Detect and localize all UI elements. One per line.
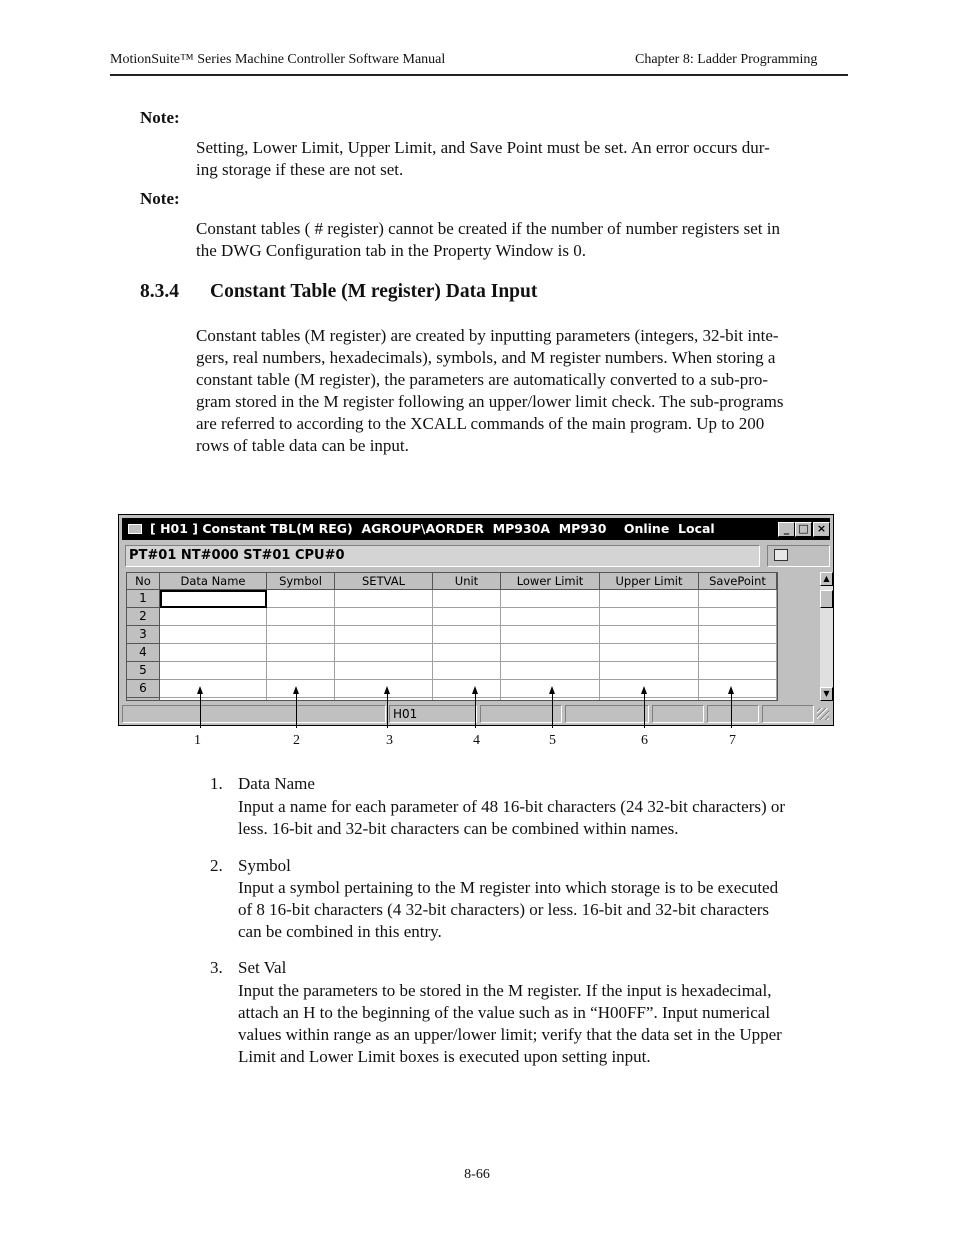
- table-cell[interactable]: [433, 698, 501, 701]
- item-line: can be combined in this entry.: [238, 922, 442, 941]
- callout-number: 4: [473, 733, 480, 748]
- item-line: less. 16-bit and 32-bit characters can be combined within names.: [238, 819, 679, 838]
- row-header[interactable]: 5: [127, 662, 160, 680]
- table-cell[interactable]: [335, 590, 433, 608]
- item-number: 3.: [210, 958, 223, 977]
- callout-arrowhead-icon: [549, 686, 555, 694]
- item-description: [238, 877, 848, 943]
- status-bar: [122, 705, 812, 723]
- intro-line: gers, real numbers, hexadecimals), symbols, and M register numbers. When storing a: [196, 348, 776, 367]
- table-cell[interactable]: [335, 698, 433, 701]
- table-cell[interactable]: [501, 608, 600, 626]
- grid-empty-area: [778, 572, 820, 701]
- table-cell[interactable]: [160, 608, 267, 626]
- column-header-unit[interactable]: Unit: [433, 573, 501, 590]
- table-cell[interactable]: [160, 626, 267, 644]
- scroll-up-button[interactable]: ▲: [820, 572, 833, 586]
- callout-number: 7: [729, 733, 736, 748]
- item-description: [238, 796, 848, 840]
- intro-line: are referred to according to the XCALL commands of the main program. Up to 200: [196, 414, 765, 433]
- table-cell[interactable]: [501, 662, 600, 680]
- item-line: Input a name for each parameter of 48 16-bit characters (24 32-bit characters) or: [238, 797, 786, 816]
- status-panel: [122, 705, 386, 723]
- vertical-scrollbar[interactable]: [820, 572, 833, 701]
- table-cell[interactable]: [160, 662, 267, 680]
- section-heading: [140, 281, 537, 303]
- item-line: values within range as an upper/lower limit; verify that the data set in the Upper: [238, 1025, 782, 1044]
- item-line: Input a symbol pertaining to the M register into which storage is to be executed: [238, 878, 779, 897]
- table-cell[interactable]: [267, 644, 335, 662]
- callout-arrowhead-icon: [472, 686, 478, 694]
- column-header-no[interactable]: No: [127, 573, 160, 590]
- intro-line: constant table (M register), the parameters are automatically converted to a sub-pro-: [196, 370, 769, 389]
- table-cell[interactable]: [501, 698, 600, 701]
- note-line: Setting, Lower Limit, Upper Limit, and Save Point must be set. An error occurs dur-: [196, 138, 770, 157]
- callout-arrow-line: [296, 692, 297, 728]
- table-cell[interactable]: [600, 626, 699, 644]
- table-cell[interactable]: [699, 662, 777, 680]
- note-text: [196, 218, 846, 262]
- minimize-button[interactable]: _: [778, 522, 795, 537]
- callout-arrow-line: [387, 692, 388, 728]
- item-description: [238, 980, 848, 1068]
- table-cell[interactable]: [433, 644, 501, 662]
- callout-arrow-line: [731, 692, 732, 728]
- status-panel: [565, 705, 649, 723]
- status-panel: [652, 705, 704, 723]
- note-label: Note:: [140, 108, 180, 127]
- callout-number: 3: [386, 733, 393, 748]
- note-text: [196, 137, 846, 181]
- table-cell[interactable]: [433, 590, 501, 608]
- table-cell[interactable]: [433, 662, 501, 680]
- status-panel: [707, 705, 759, 723]
- scroll-down-button[interactable]: ▼: [820, 687, 833, 701]
- callout-arrowhead-icon: [728, 686, 734, 694]
- table-cell[interactable]: [699, 680, 777, 698]
- callout-arrow-line: [552, 692, 553, 728]
- running-header-chapter: Chapter 8: Ladder Programming: [635, 52, 818, 67]
- section-number: 8.3.4: [140, 281, 179, 302]
- table-cell[interactable]: [600, 608, 699, 626]
- close-button[interactable]: ×: [813, 522, 830, 537]
- item-line: attach an H to the beginning of the value such as in “H00FF”. Input numerical: [238, 1003, 771, 1022]
- callout-number: 2: [293, 733, 300, 748]
- maximize-button[interactable]: □: [795, 522, 812, 537]
- table-cell[interactable]: [699, 698, 777, 701]
- table-cell[interactable]: [267, 590, 335, 608]
- table-cell[interactable]: [600, 698, 699, 701]
- column-header-symbol[interactable]: Symbol: [267, 573, 335, 590]
- table-cell[interactable]: [335, 626, 433, 644]
- item-line: of 8 16-bit characters (4 32-bit characters) or less. 16-bit and 32-bit characters: [238, 900, 770, 919]
- page-number: 8-66: [464, 1167, 490, 1182]
- table-cell[interactable]: [600, 680, 699, 698]
- item-line: Input the parameters to be stored in the M register. If the input is hexadecimal,: [238, 981, 772, 1000]
- item-number: 1.: [210, 774, 223, 793]
- status-panel: [762, 705, 814, 723]
- item-title: Set Val: [238, 958, 287, 977]
- table-cell[interactable]: [699, 626, 777, 644]
- row-header[interactable]: 4: [127, 644, 160, 662]
- table-cell[interactable]: [699, 590, 777, 608]
- column-header-lower-limit[interactable]: Lower Limit: [501, 573, 600, 590]
- callout-arrowhead-icon: [293, 686, 299, 694]
- table-cell[interactable]: [267, 698, 335, 701]
- table-cell[interactable]: [699, 644, 777, 662]
- row-header[interactable]: 1: [127, 590, 160, 608]
- controller-info-bar: PT#01 NT#000 ST#01 CPU#0: [125, 545, 760, 567]
- status-panel-module: H01: [389, 705, 477, 723]
- system-menu-icon[interactable]: [128, 524, 142, 534]
- table-cell[interactable]: [267, 626, 335, 644]
- row-header[interactable]: 2: [127, 608, 160, 626]
- active-cell[interactable]: [160, 590, 267, 608]
- callout-arrow-line: [200, 692, 201, 728]
- callout-arrow-line: [644, 692, 645, 728]
- note-line: ing storage if these are not set.: [196, 160, 404, 179]
- callout-arrowhead-icon: [384, 686, 390, 694]
- intro-line: Constant tables (M register) are created by inputting parameters (integers, 32-bit inte-: [196, 326, 779, 345]
- table-cell[interactable]: [335, 644, 433, 662]
- item-line: Limit and Lower Limit boxes is executed upon setting input.: [238, 1047, 651, 1066]
- intro-line: gram stored in the M register following an upper/lower limit check. The sub-programs: [196, 392, 784, 411]
- table-cell[interactable]: [267, 662, 335, 680]
- status-panel: [480, 705, 562, 723]
- constant-table-grid[interactable]: [126, 572, 778, 701]
- scroll-thumb[interactable]: [820, 590, 833, 608]
- callout-number: 5: [549, 733, 556, 748]
- header-rule: [110, 74, 848, 76]
- note-label: Note:: [140, 189, 180, 208]
- row-header[interactable]: 6: [127, 680, 160, 698]
- table-cell[interactable]: [160, 644, 267, 662]
- intro-line: rows of table data can be input.: [196, 436, 409, 455]
- callout-number: 1: [194, 733, 201, 748]
- table-cell[interactable]: [267, 680, 335, 698]
- column-header-data-name[interactable]: Data Name: [160, 573, 267, 590]
- running-header-title: MotionSuite™ Series Machine Controller Software Manual: [110, 52, 446, 67]
- table-cell[interactable]: [501, 590, 600, 608]
- note-line: Constant tables ( # register) cannot be created if the number of number registers set in: [196, 219, 780, 238]
- resize-grip-icon[interactable]: [817, 708, 829, 720]
- info-icon-panel: [767, 545, 830, 567]
- constant-table-window: [118, 514, 834, 726]
- callout-number: 6: [641, 733, 648, 748]
- table-cell[interactable]: [600, 590, 699, 608]
- table-cell[interactable]: [699, 608, 777, 626]
- item-title: Data Name: [238, 774, 315, 793]
- row-header[interactable]: 3: [127, 626, 160, 644]
- monitor-icon[interactable]: [774, 549, 788, 561]
- table-cell[interactable]: [433, 680, 501, 698]
- table-cell[interactable]: [501, 626, 600, 644]
- note-line: the DWG Configuration tab in the Property Window is 0.: [196, 241, 586, 260]
- table-cell[interactable]: [160, 680, 267, 698]
- table-cell[interactable]: [335, 608, 433, 626]
- table-cell[interactable]: [600, 662, 699, 680]
- window-title: [ H01 ] Constant TBL(M REG) AGROUP\AORDER MP930A MP930 Online Local: [150, 521, 715, 536]
- table-cell[interactable]: [160, 698, 267, 701]
- table-cell[interactable]: [433, 626, 501, 644]
- table-cell[interactable]: [433, 608, 501, 626]
- callout-arrow-line: [475, 692, 476, 728]
- table-cell[interactable]: [267, 608, 335, 626]
- window-title-bar[interactable]: [122, 518, 830, 540]
- table-cell[interactable]: [600, 644, 699, 662]
- item-title: Symbol: [238, 856, 291, 875]
- item-number: 2.: [210, 856, 223, 875]
- table-cell[interactable]: [335, 662, 433, 680]
- column-header-setval[interactable]: SETVAL: [335, 573, 433, 590]
- row-header[interactable]: [127, 698, 160, 701]
- intro-paragraph: [196, 325, 846, 457]
- column-header-upper-limit[interactable]: Upper Limit: [600, 573, 699, 590]
- section-title: Constant Table (M register) Data Input: [210, 281, 538, 302]
- callout-arrowhead-icon: [641, 686, 647, 694]
- callout-arrowhead-icon: [197, 686, 203, 694]
- column-header-savepoint[interactable]: SavePoint: [699, 573, 777, 590]
- table-cell[interactable]: [501, 644, 600, 662]
